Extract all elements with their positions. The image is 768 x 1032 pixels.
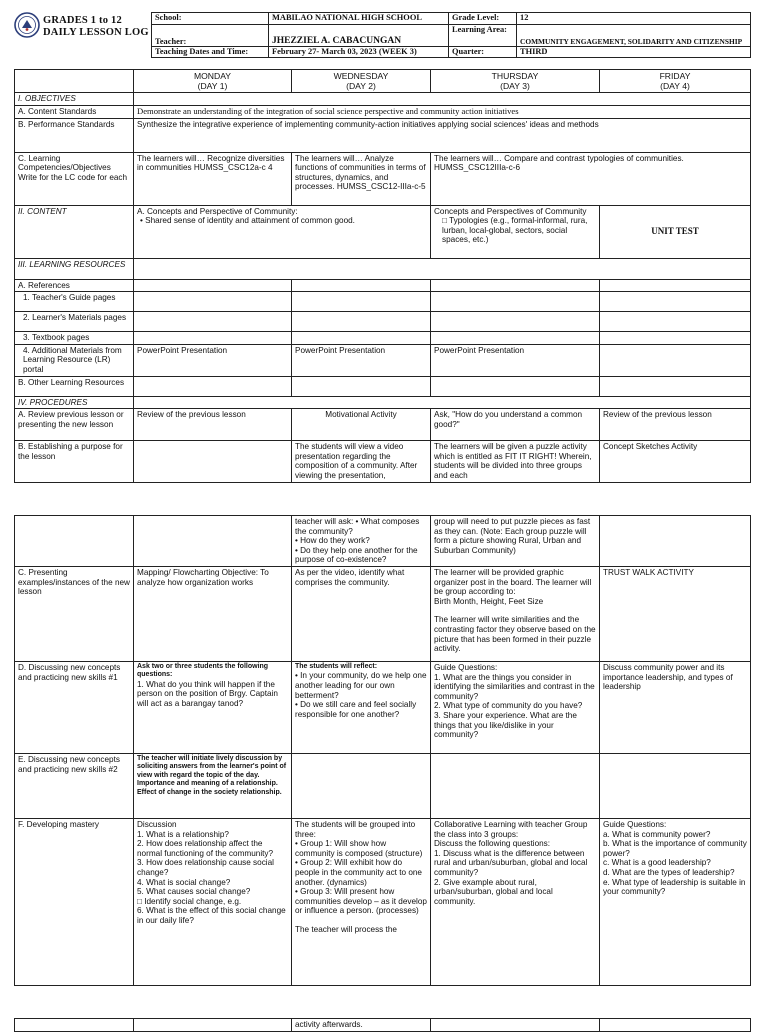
cell-empty	[292, 332, 431, 345]
purpose-friday: Concept Sketches Activity	[600, 441, 751, 483]
dates-value: February 27- March 03, 2023 (WEEK 3)	[269, 47, 449, 58]
review-friday: Review of the previous lesson	[600, 409, 751, 441]
section-procedures: IV. PROCEDURES	[15, 396, 134, 409]
cell-empty	[600, 292, 751, 312]
cell-empty	[15, 1019, 134, 1032]
cell-empty	[431, 1019, 600, 1032]
mastery-friday: Guide Questions: a. What is community power? b. What is the importance of community power? c. What is a good leadership? d. What are the types of leadership? e. What type of leadership is suitable in your community?	[600, 819, 751, 986]
cell-empty	[134, 332, 292, 345]
cell-empty	[134, 279, 292, 292]
deped-seal	[14, 12, 40, 38]
cell-empty	[292, 279, 431, 292]
lr-wednesday: PowerPoint Presentation	[292, 344, 431, 376]
row-label-additional-materials: 4. Additional Materials from Learning Resource (LR) portal	[15, 344, 134, 376]
row-label-purpose: B. Establishing a purpose for the lesson	[15, 441, 134, 483]
purpose-thursday-cont: group will need to put puzzle pieces as fast as they can. (Note: Each group puzzle will form a picture showing Rural, Urban and Suburban Community)	[431, 516, 600, 567]
lr-thursday: PowerPoint Presentation	[431, 344, 600, 376]
row-label-other-resources: B. Other Learning Resources	[15, 376, 134, 396]
performance-standards-value: Synthesize the integrative experience of implementing community-action initiatives applying social sciences' ideas and methods	[134, 118, 751, 152]
dates-label: Teaching Dates and Time:	[152, 47, 269, 58]
discussing2-monday: The teacher will initiate lively discussion by soliciting answers from the learner's point of view with regard the topic of the day. Importance and meaning of a relationship. Effect of change in the society relationship.	[134, 754, 292, 819]
cell-empty	[600, 376, 751, 396]
area-label: Learning Area:	[449, 25, 517, 47]
section-objectives: I. OBJECTIVES	[15, 93, 134, 106]
purpose-wednesday: The students will view a video presentation regarding the composition of a community. After viewing the presentation,	[292, 441, 431, 483]
row-label-learners-materials: 2. Learner's Materials pages	[15, 312, 134, 332]
grade-value: 12	[517, 13, 751, 25]
cell-empty	[292, 312, 431, 332]
review-wednesday: Motivational Activity	[292, 409, 431, 441]
cell-empty	[600, 516, 751, 567]
procedures-span	[134, 396, 751, 409]
cell-empty	[292, 376, 431, 396]
section-learning-resources: III. LEARNING RESOURCES	[15, 258, 134, 279]
school-value: MABILAO NATIONAL HIGH SCHOOL	[269, 13, 449, 25]
section-content: II. CONTENT	[15, 205, 134, 258]
cell-empty	[600, 1019, 751, 1032]
competency-monday: The learners will… Recognize diversities in communities HUMSS_CSC12a-c 4	[134, 152, 292, 205]
teacher-value: JHEZZIEL A. CABACUNGAN	[269, 25, 449, 47]
cell-empty	[600, 754, 751, 819]
content-monday: A. Concepts and Perspective of Community: • Shared sense of identity and attainment of common good.	[134, 205, 431, 258]
discussing1-thursday: Guide Questions: 1. What are the things you consider in identifying the similarities and contrast in the community? 2. What type of community do you have? 3. Share your experience. What are the things that you like/dislike in your community?	[431, 662, 600, 754]
header-info-table	[151, 12, 751, 58]
row-label-references: A. References	[15, 279, 134, 292]
mastery-wednesday-cont: activity afterwards.	[292, 1019, 431, 1032]
cell-empty	[134, 376, 292, 396]
review-thursday: Ask, "How do you understand a common good?"	[431, 409, 600, 441]
content-thursday: Concepts and Perspectives of Community □ Typologies (e.g., formal-informal, rura, lurban, local-global, sectors, social spaces, etc.)	[431, 205, 600, 258]
row-label-teachers-guide: 1. Teacher's Guide pages	[15, 292, 134, 312]
row-label-performance-standards: B. Performance Standards	[15, 118, 134, 152]
objectives-span	[134, 93, 751, 106]
lesson-log-table-page2	[14, 515, 751, 986]
cell-empty	[134, 441, 292, 483]
competency-wednesday: The learners will… Analyze functions of communities in terms of structures, dynamics, and processes. HUMSS_CSC12-IIIa-c-5	[292, 152, 431, 205]
row-label-content-standards: A. Content Standards	[15, 105, 134, 118]
cell-empty	[431, 376, 600, 396]
review-monday: Review of the previous lesson	[134, 409, 292, 441]
corner-cell	[15, 70, 134, 93]
mastery-wednesday: The students will be grouped into three: • Group 1: Will show how community is composed (structure) • Group 2: Will exhibit how do people in the community act to one another. (dynamics) • Group 3: Will present how communities develop – as it develop or influence a person. (processes) The teacher will process the	[292, 819, 431, 986]
presenting-thursday: The learner will be provided graphic organizer post in the board. The learner will be group according to: Birth Month, Height, Feet Size The learner will write similarities and the contrasting factor they observe based on the picture that has been formed in their puzzle activity.	[431, 567, 600, 662]
lesson-log-table-page3	[14, 1018, 751, 1032]
cell-empty	[431, 754, 600, 819]
cell-empty	[431, 312, 600, 332]
day-header-wednesday: WEDNESDAY (DAY 2)	[292, 70, 431, 93]
purpose-thursday: The learners will be given a puzzle activity which is entitled as FIT IT RIGHT! Wherein, students will be divided into three groups and each	[431, 441, 600, 483]
competency-thursday: The learners will… Compare and contrast typologies of communities. HUMSS_CSC12IIIa-c-6	[431, 152, 751, 205]
cell-empty	[15, 516, 134, 567]
row-label-discussing-2: E. Discussing new concepts and practicing new skills #2	[15, 754, 134, 819]
purpose-wednesday-cont: teacher will ask: • What composes the community? • How do they work? • Do they help one another for the purpose of co-existence?	[292, 516, 431, 567]
row-label-discussing-1: D. Discussing new concepts and practicing new skills #1	[15, 662, 134, 754]
presenting-monday: Mapping/ Flowcharting Objective: To analyze how organization works	[134, 567, 292, 662]
cell-empty	[600, 332, 751, 345]
cell-empty	[134, 516, 292, 567]
row-label-presenting: C. Presenting examples/instances of the new lesson	[15, 567, 134, 662]
presenting-friday: TRUST WALK ACTIVITY	[600, 567, 751, 662]
cell-empty	[431, 332, 600, 345]
row-label-review: A. Review previous lesson or presenting the new lesson	[15, 409, 134, 441]
quarter-value: THIRD	[517, 47, 751, 58]
presenting-wednesday: As per the video, identify what comprises the community.	[292, 567, 431, 662]
row-label-competencies: C. Learning Competencies/Objectives Write for the LC code for each	[15, 152, 134, 205]
cell-empty	[431, 279, 600, 292]
content-friday: UNIT TEST	[600, 205, 751, 258]
cell-empty	[600, 279, 751, 292]
quarter-label: Quarter:	[449, 47, 517, 58]
discussing1-friday: Discuss community power and its importance leadership, and types of leadership	[600, 662, 751, 754]
lesson-log-table-page1	[14, 69, 751, 483]
discussing1-monday: Ask two or three students the following questions: 1. What do you think will happen if the person on the position of Brgy. Captain will act as a barangay tanod?	[134, 662, 292, 754]
cell-empty	[134, 312, 292, 332]
document-title: GRADES 1 to 12 DAILY LESSON LOG	[43, 15, 149, 38]
cell-empty	[431, 292, 600, 312]
lr-monday: PowerPoint Presentation	[134, 344, 292, 376]
day-header-friday: FRIDAY (DAY 4)	[600, 70, 751, 93]
resources-span	[134, 258, 751, 279]
row-label-textbook: 3. Textbook pages	[15, 332, 134, 345]
area-value: COMMUNITY ENGAGEMENT, SOLIDARITY AND CITIZENSHIP	[517, 25, 751, 47]
cell-empty	[292, 754, 431, 819]
day-header-monday: MONDAY (DAY 1)	[134, 70, 292, 93]
grade-label: Grade Level:	[449, 13, 517, 25]
mastery-thursday: Collaborative Learning with teacher Group the class into 3 groups: Discuss the following questions: 1. Discuss what is the difference between rural and urban/suburban, global and local community? 2. Give example about rural, urban/suburban, global and local community.	[431, 819, 600, 986]
teacher-label: Teacher:	[152, 25, 269, 47]
mastery-monday: Discussion 1. What is a relationship? 2. How does relationship affect the normal functioning of the community? 3. How does relationship cause social change? 4. What is social change? 5. What causes social change? □ Identify social change, e.g. 6. What is the effect of this social change in our daily life?	[134, 819, 292, 986]
day-header-thursday: THURSDAY (DAY 3)	[431, 70, 600, 93]
row-label-developing-mastery: F. Developing mastery	[15, 819, 134, 986]
cell-empty	[134, 1019, 292, 1032]
cell-empty	[134, 292, 292, 312]
content-standards-value: Demonstrate an understanding of the integration of social science perspective and community action initiatives	[134, 105, 751, 118]
cell-empty	[600, 312, 751, 332]
cell-empty	[600, 344, 751, 376]
school-label: School:	[152, 13, 269, 25]
discussing1-wednesday: The students will reflect: • In your community, do we help one another leading for our own betterment? • Do we still care and feel socially responsible for one another?	[292, 662, 431, 754]
cell-empty	[292, 292, 431, 312]
